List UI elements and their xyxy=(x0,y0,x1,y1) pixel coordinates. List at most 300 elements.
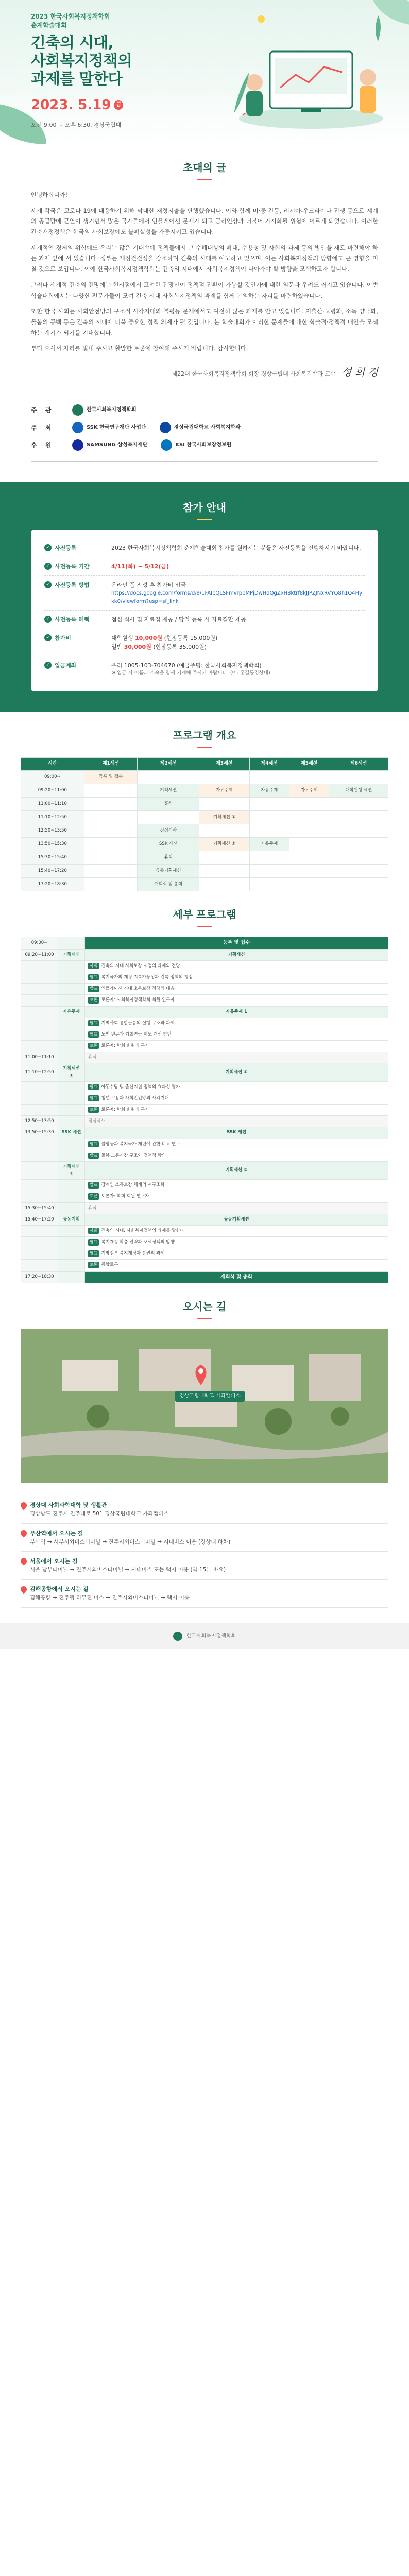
overview-row xyxy=(21,824,388,837)
overview-cell: 공동기획세션 xyxy=(138,864,199,877)
overview-title: 프로그램 개요 xyxy=(0,727,409,748)
program-row xyxy=(21,1006,388,1018)
program-text: 장애인 소득보장 체계의 재구조화 xyxy=(101,1182,165,1188)
program-text: 기획세션 ② xyxy=(225,1167,248,1173)
check-icon: ✓ xyxy=(44,616,52,623)
program-session xyxy=(58,1093,85,1104)
overview-cell xyxy=(84,797,138,810)
hero-illustration xyxy=(224,10,388,134)
program-text: 노인 빈곤과 기초연금 제도 개선 방안 xyxy=(101,1031,172,1037)
info-row-account: ✓ 입금계좌 우리 1005-103-704670 (예금주명: 한국사회복지정책학회) ※ 입금 시 이름과 소속을 함께 기재해 주시기 바랍니다. (예: 홍길동경상대) xyxy=(44,656,365,682)
campus-aerial-map xyxy=(21,1329,388,1483)
program-row xyxy=(21,972,388,983)
overview-cell: 기획세션 ① xyxy=(199,810,249,824)
directions-info xyxy=(21,1496,388,1607)
program-row xyxy=(21,995,388,1006)
program-content xyxy=(85,1180,388,1191)
overview-cell xyxy=(84,864,138,877)
greeting-paragraph: 안녕하십니까! xyxy=(31,191,68,198)
program-row xyxy=(21,1260,388,1271)
participation-title: 참가 안내 xyxy=(31,500,378,520)
program-row xyxy=(21,1271,388,1283)
program-time xyxy=(21,1161,58,1179)
overview-cell xyxy=(84,837,138,851)
program-row xyxy=(21,1081,388,1093)
registration-form-link[interactable]: https://docs.google.com/forms/d/e/1FAIpQLSFmvrpbMPjDwHdQgZxH8ktrf8kJJPZJNxRVYQ8h1Q4Hykk0/viewform?usp=sf_link xyxy=(111,590,363,604)
greeting-paragraph: 그러나 세계적 긴축의 전망에는 현시점에서 고려한 전망만이 정책적 전환이 가능할 것인가에 대한 의문과 우려도 커지고 있습니다. 이번 학술대회에서는 다양한 전문가들이 모여 긴축 시대 사회복지정책의 과제를 함께 논의하는 자리를 마련하였습니다. xyxy=(31,281,378,299)
overview-cell: 등록 및 접수 xyxy=(84,770,138,784)
program-row xyxy=(21,1248,388,1260)
program-session xyxy=(58,937,85,949)
program-content xyxy=(85,1052,388,1063)
greeting-signature xyxy=(0,359,409,380)
program-session: 기획세션 ② xyxy=(58,1161,85,1179)
program-text: 점심식사 xyxy=(88,1118,105,1124)
program-session xyxy=(58,1116,85,1127)
program-row xyxy=(21,960,388,972)
overview-cell xyxy=(289,837,329,851)
program-role-badge: 발표 xyxy=(88,1153,99,1159)
hero-title xyxy=(31,34,247,89)
program-content xyxy=(85,995,388,1006)
program-role-badge: 발표 xyxy=(88,986,99,992)
program-session xyxy=(58,1052,85,1063)
org-support-row xyxy=(31,436,378,454)
overview-cell: 자유주제 xyxy=(249,784,289,797)
program-content xyxy=(85,1161,388,1179)
program-text: 토론자: 사회복지정책학회 회원 연구자 xyxy=(101,997,175,1003)
program-time xyxy=(21,1150,58,1161)
sponsor-logo: 경상국립대학교 사회복지학과 xyxy=(160,422,241,433)
program-text: 인플레이션 시대 소득보장 정책의 대응 xyxy=(101,986,175,992)
program-text: 기획세션 ① xyxy=(225,1069,248,1075)
program-row xyxy=(21,984,388,995)
event-day-badge: 금 xyxy=(114,100,123,110)
program-role-badge: 발표 xyxy=(88,1250,99,1257)
map-pin-icon xyxy=(20,1585,28,1594)
program-time xyxy=(21,1260,58,1271)
overview-cell xyxy=(329,810,388,824)
overview-cell xyxy=(138,810,199,824)
program-role-badge: 발표 xyxy=(88,1182,99,1188)
program-role-badge: 토론 xyxy=(88,1262,99,1268)
organizers xyxy=(31,394,378,462)
direction-item: 부산역에서 오시는 길 부산역 → 서부시외버스터미널 → 진주시외버스터미널 → 시내버스 이용 (경상대 하차) xyxy=(21,1524,388,1552)
greeting-paragraph: 또한 한국 사회는 사회안전망의 구조적 사각지대와 불평등 문제에서도 여전히 많은 과제를 안고 있습니다. 저출산·고령화, 소득 양극화, 돌봄의 공백 등은 긴축의 시대에 더욱 중요한 정책 의제가 될 것입니다. 본 학술대회가 이러한 문제들에 대한 학술적·정책적 대안을 모색하는 계기가 되기를 기대합니다. xyxy=(31,308,378,336)
society-logo-icon xyxy=(173,1632,182,1641)
program-row xyxy=(21,1116,388,1127)
info-row-method: ✓ 사전등록 방법 온라인 폼 작성 후 참가비 입금 https://docs.google.com/forms/d/e/1FAIpQLSFmvrpbMPjDwHdQgZxH8ktrf8kJJPZJNxRVYQ8h1Q4Hykk0/viewform?usp=sf_link xyxy=(44,576,365,611)
program-time xyxy=(21,1191,58,1202)
overview-cell xyxy=(199,770,249,784)
greeting-title: 초대의 글 xyxy=(0,160,409,180)
overview-cell: 개회식 및 총회 xyxy=(138,877,199,891)
overview-cell: 대학원생 세션 xyxy=(329,784,388,797)
program-time xyxy=(21,1105,58,1116)
program-text: 지방정부 복지재정과 분권의 과제 xyxy=(101,1251,165,1257)
overview-cell xyxy=(249,824,289,837)
program-content xyxy=(85,1191,388,1202)
program-session xyxy=(58,1029,85,1040)
program-text: 등록 및 접수 xyxy=(223,939,250,945)
overview-header-cell: 시간 xyxy=(21,757,84,770)
program-time xyxy=(21,1248,58,1260)
program-content xyxy=(85,960,388,972)
program-row xyxy=(21,1127,388,1139)
program-session: 자유주제 xyxy=(58,1006,85,1018)
campus-map-illustration xyxy=(21,1329,388,1483)
map-pin-icon xyxy=(20,1501,28,1510)
signature-org: 제22대 한국사회복지정책학회 회장 경상국립대 사회복지학과 교수 xyxy=(172,370,336,377)
program-row xyxy=(21,1161,388,1179)
program-text: 기획세션 xyxy=(228,952,245,957)
program-row xyxy=(21,1041,388,1052)
program-session xyxy=(58,1225,85,1236)
overview-cell: 기획세션 xyxy=(138,784,199,797)
overview-cell xyxy=(329,851,388,864)
hero-banner xyxy=(0,0,409,144)
program-role-badge: 발표 xyxy=(88,1095,99,1101)
program-content xyxy=(85,1116,388,1127)
program-text: 아동수당 및 출산지원 정책의 효과성 평가 xyxy=(101,1084,180,1090)
program-row xyxy=(21,1093,388,1104)
program-time: 09:20~11:00 xyxy=(21,949,58,960)
program-row xyxy=(21,1150,388,1161)
program-session xyxy=(58,1248,85,1260)
program-time xyxy=(21,1029,58,1040)
program-role-badge: 발표 xyxy=(88,1141,99,1147)
program-time xyxy=(21,972,58,983)
program-content xyxy=(85,972,388,983)
program-content xyxy=(85,1214,388,1225)
signature-name: 성 희 경 xyxy=(342,365,378,378)
program-text: 휴식 xyxy=(88,1055,97,1060)
program-text: 청년 고용과 사회안전망의 사각지대 xyxy=(101,1095,169,1101)
program-content xyxy=(85,1225,388,1236)
program-time: 15:30~15:40 xyxy=(21,1202,58,1214)
program-row xyxy=(21,1225,388,1236)
support-logo-icon xyxy=(72,439,83,451)
host-logo-icon xyxy=(72,404,83,416)
overview-cell xyxy=(249,797,289,810)
overview-cell: SSK 세션 xyxy=(138,837,199,851)
program-session xyxy=(58,1041,85,1052)
overview-cell xyxy=(329,877,388,891)
program-time: 12:50~13:50 xyxy=(21,1116,58,1127)
sponsor-logo-icon xyxy=(160,422,171,433)
program-time xyxy=(21,1180,58,1191)
overview-header-cell: 제6세션 xyxy=(329,757,388,770)
overview-cell: 휴식 xyxy=(138,851,199,864)
program-content xyxy=(85,1237,388,1248)
info-row-fee: ✓ 참가비 대학원생 10,000원 (현장등록 15,000원) 일반 30,000원 (현장등록 35,000원) xyxy=(44,629,365,656)
program-time: 09:00~ xyxy=(21,937,58,949)
hero-subtitle-2: 춘계학술대회 xyxy=(31,21,67,29)
program-role-badge: 사회 xyxy=(88,963,99,969)
program-content xyxy=(85,1139,388,1150)
program-time xyxy=(21,1237,58,1248)
org-host-row xyxy=(31,401,378,419)
detail-title: 세부 프로그램 xyxy=(0,907,409,927)
program-session xyxy=(58,1150,85,1161)
overview-header-cell: 제1세션 xyxy=(84,757,138,770)
sponsor-logo-icon xyxy=(72,422,83,433)
program-time: 11:10~12:50 xyxy=(21,1063,58,1081)
program-content xyxy=(85,1248,388,1260)
program-text: 긴축의 시대, 사회복지정책의 과제를 말한다 xyxy=(101,1228,184,1233)
program-text: 토론자: 학회 회원 연구자 xyxy=(101,1194,149,1199)
program-session xyxy=(58,1180,85,1191)
program-content xyxy=(85,1093,388,1104)
detail-table-wrap xyxy=(0,937,409,1283)
hero-subtitle-1: 2023 한국사회복지정책학회 xyxy=(31,13,110,20)
program-row xyxy=(21,1139,388,1150)
direction-item: 서울에서 오시는 길 서울 남부터미널 → 진주시외버스터미널 → 시내버스 또는 택시 이용 (약 15분 소요) xyxy=(21,1552,388,1580)
program-session xyxy=(58,1105,85,1116)
overview-header-cell: 제3세션 xyxy=(199,757,249,770)
org-sponsor-row xyxy=(31,419,378,436)
program-content xyxy=(85,1127,388,1139)
program-text: 복지재정 확충 전략과 조세정책의 방향 xyxy=(101,1240,175,1245)
program-session xyxy=(58,972,85,983)
overview-cell xyxy=(84,877,138,891)
program-content xyxy=(85,949,388,960)
overview-cell: 점심식사 xyxy=(138,824,199,837)
org-support-label: 후 원 xyxy=(31,441,55,449)
greeting-paragraph: 세계적인 경제의 위험에도 우리는 많은 기대속에 정책들에서 그 수혜대상의 확대, 수용성 및 사회의 과제 등의 방안을 새로 마련해야 하는 과제 앞에 서 있습니다. 정부는 재정건전성을 강조하며 긴축의 시대를 예고하고 있으며, 이는 사회복지정책의 방향에도 큰 영향을 미칠 것으로 보입니다. 이에 한국사회복지정책학회는 긴축의 시대에서 사회복지정책이 나아가야 할 방향을 모색하고자 합니다. xyxy=(31,244,378,273)
detail-table xyxy=(21,937,388,1283)
program-content xyxy=(85,1081,388,1093)
check-icon: ✓ xyxy=(44,662,52,669)
program-session xyxy=(58,960,85,972)
overview-cell xyxy=(329,864,388,877)
overview-cell xyxy=(138,770,199,784)
program-text: 휴식 xyxy=(88,1205,97,1211)
program-row xyxy=(21,1018,388,1029)
overview-time-cell: 09:20~11:00 xyxy=(21,784,84,797)
program-session xyxy=(58,995,85,1006)
overview-cell xyxy=(249,770,289,784)
overview-time-cell: 17:20~18:30 xyxy=(21,877,84,891)
direction-item: 경상대 사회과학대학 및 생활관 경상남도 진주시 진주대로 501 경상국립대학교 가좌캠퍼스 xyxy=(21,1496,388,1523)
hero-text xyxy=(31,12,247,129)
program-content xyxy=(85,1018,388,1029)
event-date: 2023. 5.19 xyxy=(31,97,111,113)
program-text: 자유주제 1 xyxy=(226,1009,247,1014)
overview-time-cell: 15:40~17:20 xyxy=(21,864,84,877)
info-row-benefit: ✓ 사전등록 혜택 점심 식사 및 자료집 제공 / 당일 등록 시 자료집만 제공 xyxy=(44,611,365,629)
overview-time-cell: 09:00~ xyxy=(21,770,84,784)
overview-cell xyxy=(84,824,138,837)
program-row xyxy=(21,1029,388,1040)
map-pin-icon xyxy=(20,1529,28,1538)
hero-title-line-1: 긴축의 시대, xyxy=(31,33,113,52)
overview-cell xyxy=(84,810,138,824)
program-time xyxy=(21,1093,58,1104)
check-icon: ✓ xyxy=(44,581,52,588)
info-row-register: ✓ 사전등록 2023 한국사회복지정책학회 춘계학술대회 참가를 원하시는 분들은 사전등록을 진행하시기 바랍니다. xyxy=(44,539,365,557)
program-role-badge: 토론 xyxy=(88,1043,99,1049)
program-session xyxy=(58,1139,85,1150)
program-row xyxy=(21,937,388,949)
program-session xyxy=(58,1260,85,1271)
greeting-body xyxy=(0,190,409,354)
program-content xyxy=(85,937,388,949)
program-text: 개회식 및 총회 xyxy=(220,1274,252,1280)
program-text: 복지국가의 재정 지속가능성과 긴축 정책의 쟁점 xyxy=(101,974,193,980)
program-role-badge: 발표 xyxy=(88,1239,99,1245)
overview-cell xyxy=(329,797,388,810)
check-icon: ✓ xyxy=(44,563,52,570)
overview-cell xyxy=(249,864,289,877)
program-text: 돌봄 노동시장 구조와 정책적 함의 xyxy=(101,1153,166,1158)
info-row-period: ✓ 사전등록 기간 4/11(화) ~ 5/12(금) xyxy=(44,557,365,576)
overview-table xyxy=(21,757,388,891)
overview-header-cell: 제2세션 xyxy=(138,757,199,770)
program-time xyxy=(21,1041,58,1052)
overview-cell xyxy=(289,810,329,824)
overview-cell xyxy=(199,864,249,877)
map-location-label: 경상국립대학교 가좌캠퍼스 xyxy=(175,1391,245,1402)
overview-cell xyxy=(329,824,388,837)
overview-cell xyxy=(249,851,289,864)
check-icon: ✓ xyxy=(44,634,52,641)
overview-cell: 휴식 xyxy=(138,797,199,810)
org-sponsor-label: 주 최 xyxy=(31,423,55,431)
program-row xyxy=(21,1063,388,1081)
program-session: SSK 세션 xyxy=(58,1127,85,1139)
program-session: 기획세션 xyxy=(58,949,85,960)
program-text: 지역사회 통합돌봄의 실행 구조와 과제 xyxy=(101,1020,175,1026)
overview-time-cell: 11:10~12:50 xyxy=(21,810,84,824)
program-row xyxy=(21,1052,388,1063)
overview-header-cell: 제5세션 xyxy=(289,757,329,770)
overview-cell xyxy=(199,877,249,891)
program-text: 긴축의 시대 사회보장 재정의 과제와 전망 xyxy=(101,963,180,969)
overview-cell xyxy=(329,770,388,784)
program-time xyxy=(21,995,58,1006)
program-session: 기획세션 ① xyxy=(58,1063,85,1081)
program-row xyxy=(21,1202,388,1214)
check-icon: ✓ xyxy=(44,544,52,551)
footer-text: 한국사회복지정책학회 xyxy=(186,1633,236,1639)
overview-cell xyxy=(289,797,329,810)
program-content xyxy=(85,1063,388,1081)
program-text: 토론자: 학회 회원 연구자 xyxy=(101,1107,149,1113)
direction-item: 김해공항에서 오시는 길 김해공항 → 진주행 리무진 버스 → 진주시외버스터미널 → 택시 이용 xyxy=(21,1580,388,1607)
overview-time-cell: 13:50~15:30 xyxy=(21,837,84,851)
program-time: 11:00~11:10 xyxy=(21,1052,58,1063)
map-pin-icon xyxy=(20,1557,28,1566)
overview-cell: 자유주제 xyxy=(249,837,289,851)
overview-cell: 자유주제 xyxy=(289,784,329,797)
program-role-badge: 토론 xyxy=(88,997,99,1003)
program-text: 종합토론 xyxy=(101,1262,118,1268)
program-content xyxy=(85,984,388,995)
program-role-badge: 발표 xyxy=(88,974,99,980)
program-row xyxy=(21,1191,388,1202)
overview-cell xyxy=(329,837,388,851)
overview-time-cell: 15:30~15:40 xyxy=(21,851,84,864)
overview-header-cell: 제4세션 xyxy=(249,757,289,770)
program-row xyxy=(21,1237,388,1248)
overview-cell xyxy=(289,864,329,877)
overview-cell xyxy=(249,810,289,824)
overview-time-cell: 11:00~11:10 xyxy=(21,797,84,810)
footer xyxy=(0,1623,409,1649)
sponsor-logo: SSK 한국연구재단 사업단 xyxy=(72,422,146,433)
program-content xyxy=(85,1006,388,1018)
overview-row xyxy=(21,877,388,891)
program-text: 공동기획세션 xyxy=(224,1216,249,1222)
program-session xyxy=(58,1202,85,1214)
overview-row xyxy=(21,810,388,824)
program-time xyxy=(21,1225,58,1236)
program-time xyxy=(21,984,58,995)
program-session xyxy=(58,1081,85,1093)
overview-cell xyxy=(84,851,138,864)
support-logo: KSI 한국사회보장정보원 xyxy=(161,439,231,451)
program-time xyxy=(21,1139,58,1150)
program-role-badge: 발표 xyxy=(88,1031,99,1038)
event-time-place: 오전 9:00 ~ 오후 6:30, 경상국립대 xyxy=(31,122,122,129)
overview-cell xyxy=(84,784,138,797)
program-text: 불평등과 복지국가 재편에 관한 비교 연구 xyxy=(101,1141,180,1147)
program-content xyxy=(85,1041,388,1052)
overview-row xyxy=(21,784,388,797)
program-content xyxy=(85,1105,388,1116)
program-session xyxy=(58,1237,85,1248)
overview-row xyxy=(21,797,388,810)
overview-cell xyxy=(249,877,289,891)
program-time xyxy=(21,1081,58,1093)
program-role-badge: 토론 xyxy=(88,1107,99,1113)
overview-cell: 자유주제 xyxy=(199,784,249,797)
hero-date xyxy=(31,95,247,115)
host-logo: 한국사회복지정책학회 xyxy=(72,404,137,416)
overview-cell xyxy=(199,797,249,810)
overview-row xyxy=(21,864,388,877)
greeting-paragraph: 부디 오셔서 자리를 빛내 주시고 활발한 토론에 참여해 주시기 바랍니다. 감사합니다. xyxy=(31,345,248,352)
overview-cell xyxy=(289,770,329,784)
program-content xyxy=(85,1150,388,1161)
overview-row xyxy=(21,851,388,864)
program-text: SSK 세션 xyxy=(227,1130,246,1136)
program-role-badge: 발표 xyxy=(88,1084,99,1090)
overview-table-wrap xyxy=(0,757,409,891)
overview-time-cell: 12:50~13:50 xyxy=(21,824,84,837)
program-content xyxy=(85,1029,388,1040)
program-content xyxy=(85,1260,388,1271)
program-text: 토론자: 학회 회원 연구자 xyxy=(101,1043,149,1049)
program-row xyxy=(21,1105,388,1116)
hero-title-line-2: 사회복지정책의 xyxy=(31,52,132,70)
program-time xyxy=(21,1018,58,1029)
overview-cell xyxy=(199,824,249,837)
program-session xyxy=(58,1191,85,1202)
program-time: 13:50~15:30 xyxy=(21,1127,58,1139)
overview-row xyxy=(21,770,388,784)
program-session xyxy=(58,984,85,995)
program-content xyxy=(85,1271,388,1283)
program-session xyxy=(58,1271,85,1283)
overview-cell xyxy=(289,877,329,891)
program-row xyxy=(21,949,388,960)
org-host-label: 주 관 xyxy=(31,406,55,414)
program-role-badge: 사회 xyxy=(88,1228,99,1234)
participation-section xyxy=(0,482,409,712)
program-time: 15:40~17:20 xyxy=(21,1214,58,1225)
